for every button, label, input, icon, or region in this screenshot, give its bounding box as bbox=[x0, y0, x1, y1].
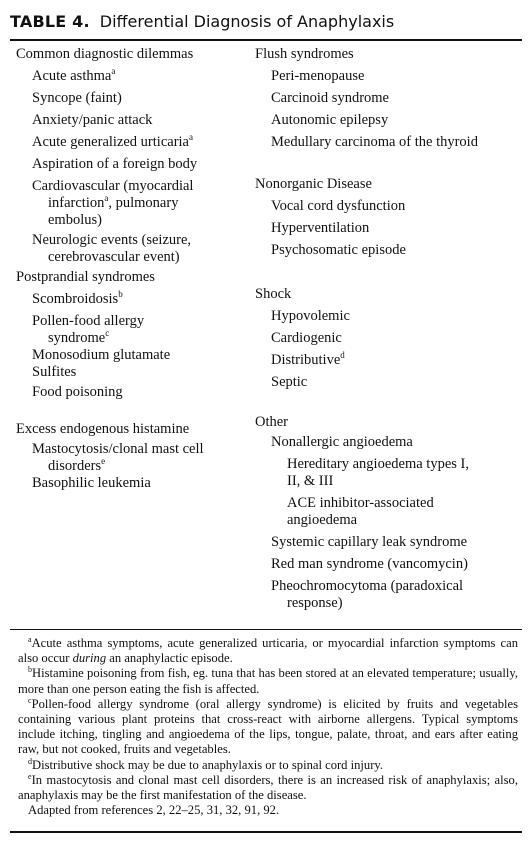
list-item: Mastocytosis/clonal mast cell bbox=[32, 441, 204, 457]
section-heading-postprandial: Postprandial syndromes bbox=[16, 269, 155, 285]
bottom-rule bbox=[10, 831, 522, 833]
list-item-sub: Hereditary angioedema types I, bbox=[287, 456, 469, 472]
list-item: Distributive$^d$ bbox=[271, 350, 345, 368]
list-item: Pheochromocytoma (paradoxical bbox=[271, 578, 464, 594]
table-heading: Differential Diagnosis of Anaphylaxis bbox=[99, 12, 395, 31]
section-heading-other: Other bbox=[255, 414, 289, 430]
list-item: Vocal cord dysfunction bbox=[271, 198, 406, 214]
list-item-continued: infarction$^a$, pulmonary bbox=[48, 193, 179, 211]
list-item: Scombroidosis$^b$ bbox=[32, 289, 123, 307]
table-label: TABLE 4. bbox=[10, 12, 90, 31]
list-item: Hypovolemic bbox=[271, 308, 350, 324]
list-item: Psychosomatic episode bbox=[271, 242, 406, 258]
section-heading-flush: Flush syndromes bbox=[255, 46, 354, 62]
list-item: Medullary carcinoma of the thyroid bbox=[271, 134, 478, 150]
list-item-continued: disorders$^e$ bbox=[48, 456, 106, 474]
table-title bbox=[10, 12, 525, 36]
list-item: Monosodium glutamate bbox=[32, 347, 171, 363]
list-item: Systemic capillary leak syndrome bbox=[271, 534, 468, 550]
list-item: Cardiovascular (myocardial bbox=[32, 178, 194, 194]
list-item-sub: ACE inhibitor-associated bbox=[287, 495, 434, 511]
adapted-from: Adapted from references 2, 22–25, 31, 32, 91, 92. bbox=[28, 803, 280, 818]
list-item: Anxiety/panic attack bbox=[32, 112, 153, 128]
footnote-b: $^b$Histamine poisoning from fish, eg. tuna that has been stored at an elevated temperature; usually, more than one person eating the fish is affected. bbox=[18, 665, 518, 696]
list-item: Cardiogenic bbox=[271, 330, 342, 346]
list-item: Pollen-food allergy bbox=[32, 313, 145, 329]
list-item: Food poisoning bbox=[32, 384, 123, 400]
list-item: Peri-menopause bbox=[271, 68, 365, 84]
footnote-c: $^c$Pollen-food allergy syndrome (oral allergy syndrome) is elicited by fruits and vegetables containing various plant proteins that cross-react with airborne allergens. Typical symptoms include itching, tingling and angioedema of the lips, tongue, palate, throat, and ears after eating raw, but not cooked, fruits and vegetables. bbox=[18, 695, 518, 757]
footnote-a: $^a$Acute asthma symptoms, acute generalized urticaria, or myocardial infarction symptoms can also occur during an anaphylactic episode. bbox=[18, 634, 518, 666]
right-column bbox=[255, 46, 523, 612]
section-heading-common: Common diagnostic dilemmas bbox=[16, 46, 194, 62]
section-heading-histamine: Excess endogenous histamine bbox=[16, 421, 190, 437]
list-item: Sulfites bbox=[32, 364, 77, 380]
list-item: Neurologic events (seizure, bbox=[32, 232, 192, 248]
footnote-rule bbox=[10, 629, 522, 630]
footnote-e: $^e$In mastocytosis and clonal mast cell disorders, there is an increased risk of anaphylaxis; also, anaphylaxis may be the first manifestation of the disease. bbox=[18, 771, 518, 803]
list-item: Acute asthma$^a$ bbox=[32, 66, 116, 84]
section-heading-nonorganic: Nonorganic Disease bbox=[255, 176, 372, 192]
list-item: Acute generalized urticaria$^a$ bbox=[32, 132, 193, 150]
list-item-sub-continued: II, & III bbox=[287, 473, 334, 489]
list-item-continued: syndrome$^c$ bbox=[48, 328, 110, 346]
list-item-continued: response) bbox=[287, 595, 343, 611]
list-item-continued: cerebrovascular event) bbox=[48, 249, 180, 265]
list-item: Carcinoid syndrome bbox=[271, 90, 389, 106]
list-item: Red man syndrome (vancomycin) bbox=[271, 556, 468, 572]
top-rule bbox=[10, 39, 522, 41]
left-column bbox=[16, 46, 256, 492]
footnotes bbox=[18, 636, 518, 818]
list-item: Autonomic epilepsy bbox=[271, 112, 389, 128]
list-item: Syncope (faint) bbox=[32, 90, 122, 106]
list-item: Basophilic leukemia bbox=[32, 475, 151, 491]
list-item: Hyperventilation bbox=[271, 220, 370, 236]
section-heading-shock: Shock bbox=[255, 286, 292, 302]
list-item-sub-continued: angioedema bbox=[287, 512, 358, 528]
list-item-continued: embolus) bbox=[48, 212, 102, 228]
list-item: Septic bbox=[271, 374, 308, 390]
footnote-d: $^d$Distributive shock may be due to anaphylaxis or to spinal cord injury. bbox=[28, 756, 384, 772]
list-item: Aspiration of a foreign body bbox=[32, 156, 198, 172]
list-item: Nonallergic angioedema bbox=[271, 434, 413, 450]
